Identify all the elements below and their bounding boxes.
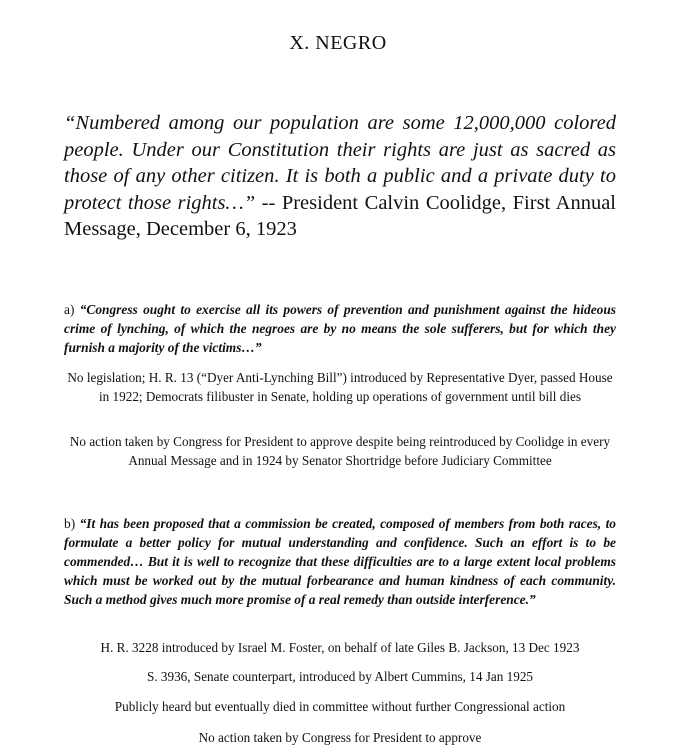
- coolidge-quote-text: “Numbered among our population are some 12,000,000 colored people. Under our Constitution their rights are just as sacred as those of any other citizen. It is both a public and a private duty to protect those rights…”: [64, 112, 616, 214]
- section-a-note-2: No action taken by Congress for President to approve despite being reintroduced by Coolidge in every Annual Message and in 1924 by Senator Shortridge before Judiciary Committee: [69, 434, 611, 468]
- section-a-note-1: No legislation; H. R. 13 (“Dyer Anti-Lynching Bill”) introduced by Representative Dyer, passed House in 1922; Democrats filibuster in Senate, holding up operations of government until bill dies: [67, 370, 613, 404]
- section-b-note-2: S. 3936, Senate counterpart, introduced by Albert Cummins, 14 Jan 1925: [146, 669, 534, 684]
- section-b-note-4: No action taken by Congress for President to approve: [198, 730, 482, 745]
- section-a-quote: [64, 300, 616, 357]
- section-a-quote-text: “Congress ought to exercise all its powers of prevention and punishment against the hideous crime of lynching, of which the negroes are by no means the sole sufferers, but for which they furnish a majority of the victims…”: [64, 302, 616, 355]
- coolidge-quote: [64, 110, 616, 243]
- section-b-quote: [64, 514, 616, 609]
- section-a-label: a): [64, 302, 80, 317]
- section-title: X. NEGRO: [289, 32, 387, 54]
- coolidge-quote-attribution: -- President Calvin Coolidge, First Annual Message, December 6, 1923: [64, 191, 616, 240]
- section-b-label: b): [64, 516, 80, 531]
- section-b-note-1: H. R. 3228 introduced by Israel M. Foster, on behalf of late Giles B. Jackson, 13 Dec 1923: [100, 640, 580, 655]
- section-b-note-3: Publicly heard but eventually died in committee without further Congressional action: [114, 699, 566, 714]
- section-b-quote-text: “It has been proposed that a commission be created, composed of members from both races, to formulate a better policy for mutual understanding and confidence. Such an effort is to be commended… But it is well to recognize that these difficulties are to a large extent local problems which must be worked out by the mutual forbearance and human kindness of each community. Such a method gives much more promise of a real remedy than outside interference.”: [64, 516, 616, 607]
